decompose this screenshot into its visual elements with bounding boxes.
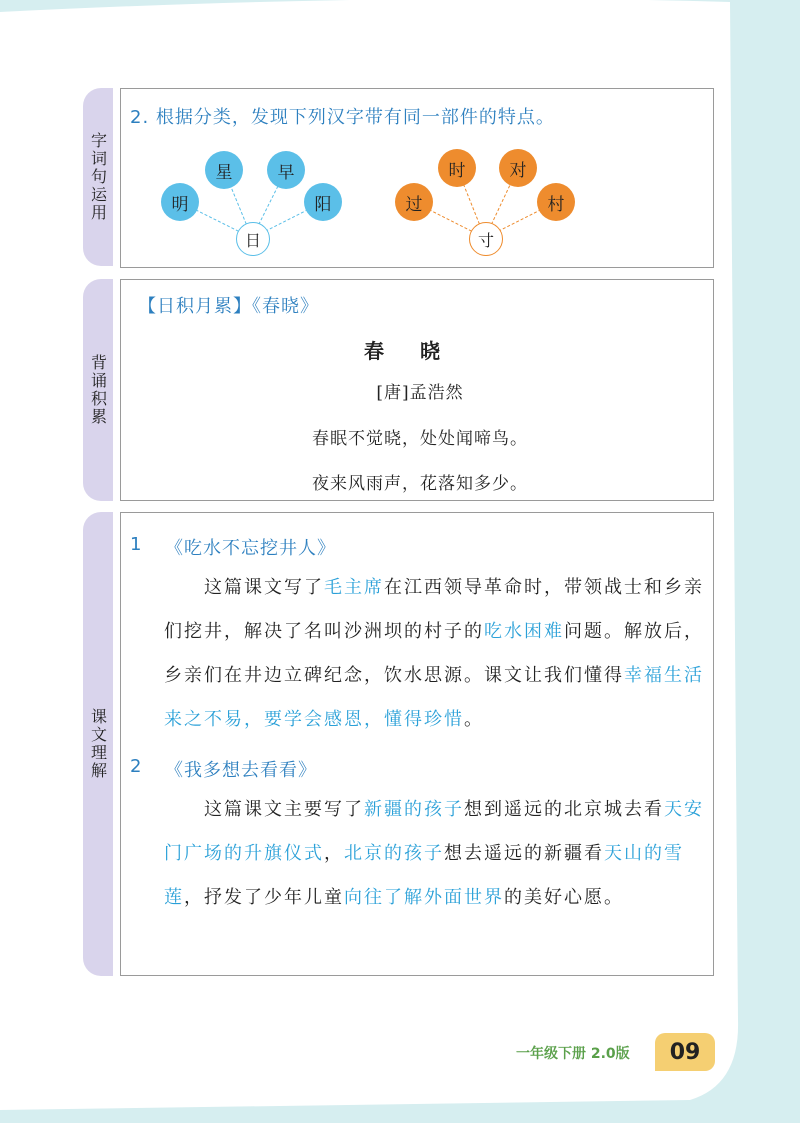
char-circle: 明	[161, 183, 199, 221]
text-segment: 。	[464, 709, 484, 730]
char-circle: 时	[438, 149, 476, 187]
poem-author: [唐]孟浩然	[376, 383, 464, 403]
text-segment: 想去遥远的新疆看	[444, 843, 604, 864]
text-segment: 想到遥远的北京城去看	[464, 799, 664, 820]
highlighted-phrase: 幸福生活来之不易，要学会感恩，懂得珍惜	[164, 665, 704, 730]
text-segment: 这篇课文写了	[204, 577, 324, 598]
text-segment: ，	[324, 843, 344, 864]
book-edition: 一年级下册 2.0版	[516, 1046, 630, 1062]
text-segment: 的美好心愿。	[504, 887, 624, 908]
page-number: 09	[655, 1033, 715, 1071]
tab-usage-label: 字词句运用	[88, 132, 108, 222]
radical-hub: 日	[236, 222, 270, 256]
text-segment: ，抒发了少年儿童	[184, 887, 344, 908]
question-title: 2. 根据分类，发现下列汉字带有同一部件的特点。	[130, 107, 555, 128]
tab-understand	[83, 512, 113, 976]
poem-line: 夜来风雨声，花落知多少。	[312, 474, 528, 494]
lesson-number: 1	[130, 534, 142, 555]
highlighted-phrase: 新疆的孩子	[364, 799, 464, 820]
char-circle: 过	[395, 183, 433, 221]
radical-connectors	[0, 0, 800, 300]
accumulation-label: 【日积月累】《春晓》	[138, 296, 319, 317]
lesson-summary	[164, 788, 712, 920]
radical-hub: 寸	[469, 222, 503, 256]
tab-understand-label: 课文理解	[88, 708, 108, 780]
lesson-summary	[164, 566, 712, 742]
text-segment: 在江西领导革命时，带领战士和乡亲们挖井，解决了名叫沙洲坝的村子的	[164, 577, 704, 642]
highlighted-phrase: 吃水困难	[484, 621, 564, 642]
highlighted-phrase: 毛主席	[324, 577, 384, 598]
text-segment: 问题。解放后，乡亲们在井边立碑纪念，饮水思源。课文让我们懂得	[164, 621, 704, 686]
highlighted-phrase: 天安门广场的升旗仪式	[164, 799, 704, 864]
lesson-title: 《吃水不忘挖井人》	[165, 538, 336, 559]
lesson-number: 2	[130, 756, 142, 777]
text-segment: 这篇课文主要写了	[204, 799, 364, 820]
poem-title: 春晓	[364, 339, 476, 363]
char-circle: 村	[537, 183, 575, 221]
char-circle: 早	[267, 151, 305, 189]
char-circle: 星	[205, 151, 243, 189]
char-circle: 对	[499, 149, 537, 187]
lesson-title: 《我多想去看看》	[165, 760, 317, 781]
tab-recite-label: 背诵积累	[88, 354, 108, 426]
highlighted-phrase: 天山的雪莲	[164, 843, 684, 908]
char-circle: 阳	[304, 183, 342, 221]
highlighted-phrase: 北京的孩子	[344, 843, 444, 864]
highlighted-phrase: 向往了解外面世界	[344, 887, 504, 908]
poem-line: 春眠不觉晓，处处闻啼鸟。	[312, 429, 528, 449]
